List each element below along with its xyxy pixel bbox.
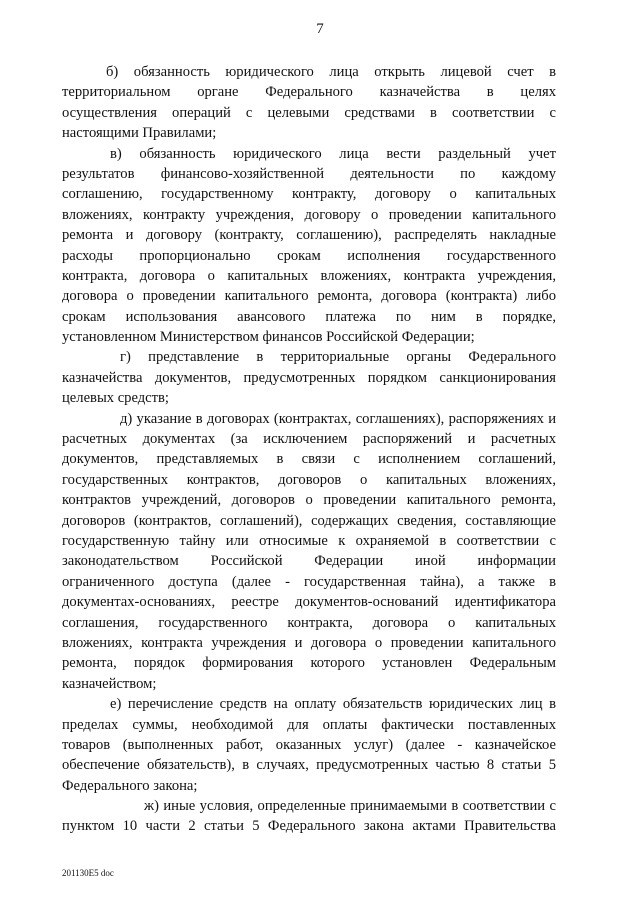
paragraph-zh [62, 796, 556, 837]
text-line: результатов финансово-хозяйственной деятельности по каждому [62, 165, 556, 182]
text-line: расчетных документах (за исключением распоряжений и расчетных [62, 431, 556, 448]
text-line: обеспечение обязательств), в случаях, предусмотренных частью 8 статьи 5 [62, 757, 556, 774]
text-line: договоров (контрактов, соглашений), содержащих сведения, составляющие [62, 512, 556, 529]
text-line: ремонта и договору (контракту, соглашению), распределять накладные [62, 227, 556, 244]
text-line: пунктом 10 части 2 статьи 5 Федерального закона актами Правительства [62, 818, 556, 835]
paragraph-v [62, 144, 556, 348]
text-line: целевых средств; [62, 390, 169, 407]
text-line: ж) иные условия, определенные принимаемыми в соответствии с [144, 798, 556, 815]
text-line: законодательством Российской Федерации иной информации [62, 553, 556, 570]
paragraph-d [62, 409, 556, 694]
paragraph-e [62, 694, 556, 796]
text-line: е) перечисление средств на оплату обязательств юридических лиц в [110, 696, 556, 713]
text-line: в) обязанность юридического лица вести раздельный учет [110, 145, 556, 162]
text-line: расходы пропорционально срокам исполнения государственного [62, 247, 556, 264]
text-line: соглашению, государственному контракту, договору о капитальных [62, 186, 556, 203]
text-line: товаров (выполненных работ, оказанных услуг) (далее - казначейское [62, 736, 556, 753]
text-line: осуществления операций с целевыми средствами в соответствии с [62, 104, 556, 121]
text-line: документах-основаниях, реестре документов-оснований идентификатора [62, 594, 556, 611]
text-line: б) обязанность юридического лица открыть лицевой счет в [106, 64, 556, 80]
text-line: установленном Министерством финансов Российской Федерации; [62, 329, 475, 346]
document-body [62, 62, 556, 837]
text-line: срокам использования авансового платежа по ним в порядке, [62, 308, 556, 325]
text-line: документов, представляемых в связи с исполнением соглашений, [62, 451, 556, 468]
text-line: г) представление в территориальные органы Федерального [120, 349, 556, 366]
text-line: вложениях, контракта учреждения и договора о проведении капитального [62, 634, 556, 651]
text-line: настоящими Правилами; [62, 125, 217, 142]
text-line: государственных контрактов, договоров о капитальных вложениях, [62, 471, 556, 488]
text-line: д) указание в договорах (контрактах, соглашениях), распоряжениях и [120, 410, 556, 427]
text-line: контракта, договора о капитальных вложениях, контракта учреждения, [62, 267, 556, 284]
text-line: Федерального закона; [62, 777, 198, 794]
text-line: соглашения, государственного контракта, договора о капитальных [62, 614, 556, 631]
paragraph-g [62, 347, 556, 408]
text-line: ограниченного доступа (далее - государственная тайна), а также в [62, 573, 556, 590]
text-line: пределах суммы, необходимой для оплаты фактически поставленных [62, 716, 556, 733]
text-line: вложениях, контракту учреждения, договору о проведении капитального [62, 206, 556, 223]
text-line: договора о проведении капитального ремонта, договора (контракта) либо [62, 288, 556, 305]
text-line: ремонта, порядок формирования которого установлен Федеральным [62, 655, 556, 672]
text-line: государственную тайну или относимые к охраняемой в соответствии с [62, 532, 556, 549]
text-line: территориальном органе Федерального казначейства в целях [62, 84, 556, 101]
document-code: 201130Е5 doc [62, 868, 114, 878]
text-line: казначейством; [62, 675, 157, 692]
page-number: 7 [316, 21, 324, 37]
text-line: казначейства документов, предусмотренных порядком санкционирования [62, 369, 556, 386]
text-line: контрактов учреждений, договоров о проведении капитального ремонта, [62, 492, 556, 509]
paragraph-b [62, 62, 556, 144]
